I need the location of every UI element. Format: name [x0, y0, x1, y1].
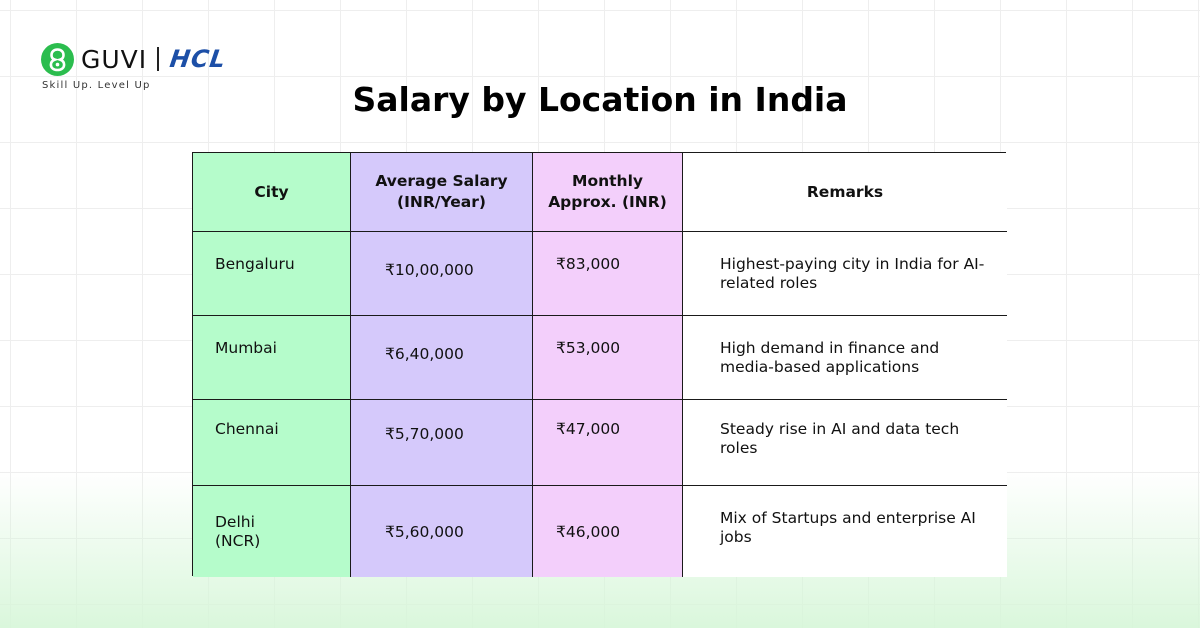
cell-average-salary — [351, 486, 533, 577]
cell-monthly — [533, 400, 683, 486]
guvi-wordmark: GUVI — [81, 44, 148, 74]
average-salary-text: ₹5,70,000 — [385, 425, 464, 443]
remarks-text: Mix of Startups and enterprise AI jobs — [720, 509, 976, 546]
cell-average-salary — [351, 232, 533, 316]
cell-average-salary — [351, 316, 533, 400]
cell-remarks — [683, 316, 1007, 400]
hcl-wordmark: HCL — [168, 45, 229, 73]
remarks-text: Steady rise in AI and data tech roles — [720, 420, 960, 457]
cell-average-salary — [351, 400, 533, 486]
average-salary-text: ₹10,00,000 — [385, 261, 474, 279]
cell-monthly — [533, 316, 683, 400]
cell-remarks — [683, 486, 1007, 577]
header-monthly: Monthly Approx. (INR) — [533, 153, 683, 232]
city-text: Delhi (NCR) — [215, 513, 261, 550]
average-salary-text: ₹5,60,000 — [385, 523, 464, 541]
average-salary-text: ₹6,40,000 — [385, 345, 464, 363]
monthly-text: ₹46,000 — [556, 523, 621, 541]
cell-monthly — [533, 232, 683, 316]
cell-remarks — [683, 232, 1007, 316]
guvi-logo-icon — [41, 43, 74, 76]
header-city: City — [193, 153, 351, 232]
logo-divider — [157, 47, 159, 71]
cell-city — [193, 486, 351, 577]
cell-remarks — [683, 400, 1007, 486]
monthly-text: ₹47,000 — [556, 420, 621, 438]
cell-city — [193, 316, 351, 400]
header-average-salary: Average Salary (INR/Year) — [351, 153, 533, 232]
cell-city — [193, 400, 351, 486]
city-text: Bengaluru — [215, 255, 295, 273]
page-title: Salary by Location in India — [352, 80, 848, 119]
monthly-text: ₹83,000 — [556, 255, 621, 273]
city-text: Mumbai — [215, 339, 277, 357]
remarks-text: High demand in finance and media-based applications — [720, 339, 940, 376]
header-remarks: Remarks — [683, 153, 1007, 232]
city-text: Chennai — [215, 420, 279, 438]
brand-tagline: Skill Up. Level Up — [42, 80, 151, 91]
cell-monthly — [533, 486, 683, 577]
cell-city — [193, 232, 351, 316]
remarks-text: Highest-paying city in India for AI-related roles — [720, 255, 985, 292]
monthly-text: ₹53,000 — [556, 339, 621, 357]
salary-table — [192, 152, 1006, 576]
